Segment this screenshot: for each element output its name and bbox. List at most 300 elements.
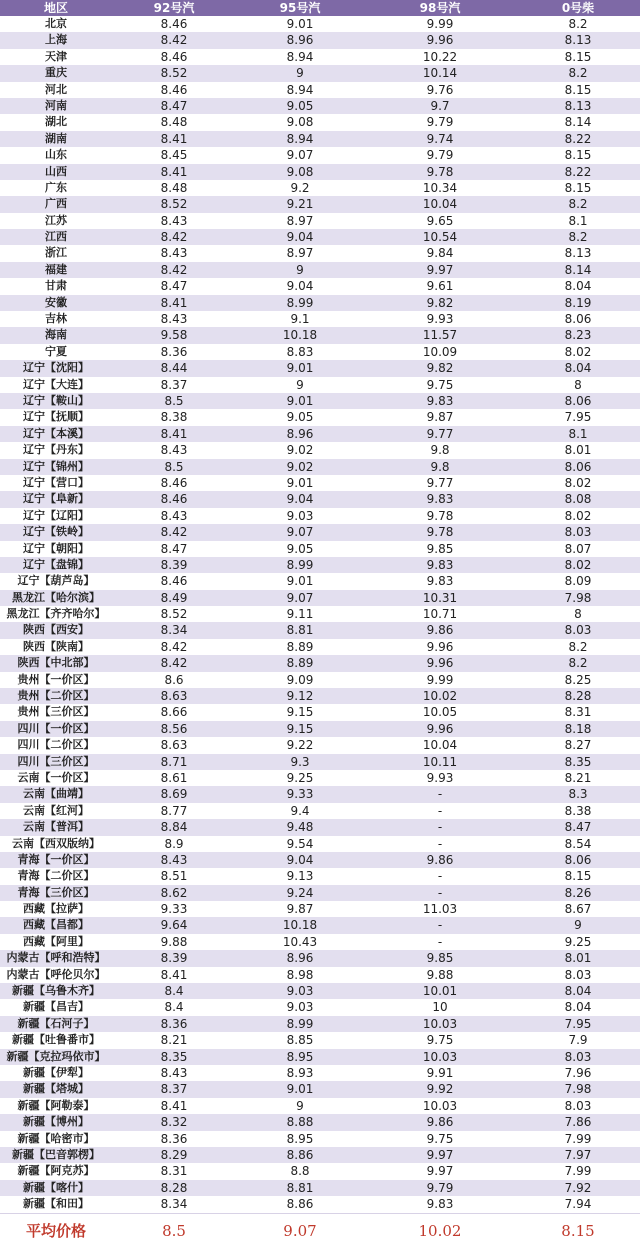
price-98-cell: 9.76 — [364, 82, 516, 98]
region-cell: 河南 — [0, 98, 112, 114]
price-92-cell: 8.48 — [112, 114, 236, 130]
price-0-diesel-cell: 8.06 — [516, 852, 640, 868]
price-95-cell: 8.93 — [236, 1065, 364, 1081]
table-row — [0, 49, 640, 65]
price-92-cell: 8.38 — [112, 409, 236, 425]
price-0-diesel-cell: 8.04 — [516, 999, 640, 1015]
price-95-cell: 9.03 — [236, 999, 364, 1015]
region-cell: 新疆【哈密市】 — [0, 1131, 112, 1147]
price-95-cell: 9.15 — [236, 704, 364, 720]
price-0-diesel-cell: 8.13 — [516, 32, 640, 48]
price-92-cell: 9.58 — [112, 327, 236, 343]
region-cell: 辽宁【铁岭】 — [0, 524, 112, 540]
table-row — [0, 344, 640, 360]
price-92-cell: 8.35 — [112, 1049, 236, 1065]
header-98-gasoline: 98号汽 — [364, 0, 516, 16]
price-98-cell: 9.85 — [364, 541, 516, 557]
region-cell: 重庆 — [0, 65, 112, 81]
price-0-diesel-cell: 8.31 — [516, 704, 640, 720]
price-95-cell: 9 — [236, 262, 364, 278]
price-98-cell: 9.86 — [364, 622, 516, 638]
table-row — [0, 999, 640, 1015]
price-92-cell: 8.4 — [112, 999, 236, 1015]
price-98-cell: 9.86 — [364, 1114, 516, 1130]
region-cell: 四川【三价区】 — [0, 754, 112, 770]
price-0-diesel-cell: 8.14 — [516, 114, 640, 130]
price-92-cell: 8.43 — [112, 245, 236, 261]
table-row — [0, 180, 640, 196]
average-0-diesel: 8.15 — [516, 1213, 640, 1248]
price-0-diesel-cell: 8.25 — [516, 672, 640, 688]
price-92-cell: 8.42 — [112, 524, 236, 540]
price-95-cell: 9 — [236, 1098, 364, 1114]
table-row — [0, 917, 640, 933]
price-0-diesel-cell: 8.13 — [516, 245, 640, 261]
table-row — [0, 1098, 640, 1114]
price-92-cell: 8.52 — [112, 606, 236, 622]
price-98-cell: 9.79 — [364, 1180, 516, 1196]
price-0-diesel-cell: 8.23 — [516, 327, 640, 343]
price-95-cell: 9.3 — [236, 754, 364, 770]
price-98-cell: 10.22 — [364, 49, 516, 65]
price-95-cell: 8.86 — [236, 1147, 364, 1163]
price-98-cell: 9.83 — [364, 557, 516, 573]
price-0-diesel-cell: 7.99 — [516, 1131, 640, 1147]
table-row — [0, 541, 640, 557]
price-95-cell: 9.07 — [236, 524, 364, 540]
price-0-diesel-cell: 8.14 — [516, 262, 640, 278]
region-cell: 辽宁【本溪】 — [0, 426, 112, 442]
price-0-diesel-cell: 7.97 — [516, 1147, 640, 1163]
region-cell: 新疆【伊犁】 — [0, 1065, 112, 1081]
header-row — [0, 0, 640, 16]
table-row — [0, 491, 640, 507]
price-0-diesel-cell: 7.86 — [516, 1114, 640, 1130]
table-row — [0, 278, 640, 294]
price-95-cell: 9.01 — [236, 16, 364, 32]
price-95-cell: 8.96 — [236, 426, 364, 442]
price-98-cell: - — [364, 885, 516, 901]
table-row — [0, 1180, 640, 1196]
price-95-cell: 9 — [236, 377, 364, 393]
table-row — [0, 426, 640, 442]
table-row — [0, 704, 640, 720]
price-95-cell: 8.96 — [236, 950, 364, 966]
region-cell: 广东 — [0, 180, 112, 196]
region-cell: 甘肃 — [0, 278, 112, 294]
price-0-diesel-cell: 8.06 — [516, 311, 640, 327]
price-95-cell: 9.03 — [236, 508, 364, 524]
price-0-diesel-cell: 7.98 — [516, 590, 640, 606]
price-95-cell: 9.4 — [236, 803, 364, 819]
table-row — [0, 786, 640, 802]
region-cell: 江西 — [0, 229, 112, 245]
price-98-cell: 9.78 — [364, 508, 516, 524]
price-0-diesel-cell: 8.22 — [516, 131, 640, 147]
region-cell: 山西 — [0, 164, 112, 180]
price-95-cell: 9.04 — [236, 852, 364, 868]
price-95-cell: 9.01 — [236, 393, 364, 409]
region-cell: 江苏 — [0, 213, 112, 229]
price-95-cell: 8.85 — [236, 1032, 364, 1048]
region-cell: 辽宁【抚顺】 — [0, 409, 112, 425]
price-95-cell: 8.89 — [236, 639, 364, 655]
price-92-cell: 8.39 — [112, 557, 236, 573]
price-92-cell: 8.42 — [112, 32, 236, 48]
price-95-cell: 8.97 — [236, 245, 364, 261]
price-98-cell: - — [364, 786, 516, 802]
price-0-diesel-cell: 8.1 — [516, 426, 640, 442]
price-0-diesel-cell: 8.04 — [516, 983, 640, 999]
price-0-diesel-cell: 8.2 — [516, 229, 640, 245]
average-label: 平均价格 — [0, 1213, 112, 1248]
price-92-cell: 8.52 — [112, 196, 236, 212]
region-cell: 辽宁【朝阳】 — [0, 541, 112, 557]
price-0-diesel-cell: 8.07 — [516, 541, 640, 557]
price-0-diesel-cell: 8.15 — [516, 49, 640, 65]
price-95-cell: 9.25 — [236, 770, 364, 786]
price-95-cell: 9.01 — [236, 1081, 364, 1097]
price-92-cell: 8.42 — [112, 229, 236, 245]
price-98-cell: 9.82 — [364, 360, 516, 376]
price-0-diesel-cell: 8.06 — [516, 459, 640, 475]
price-98-cell: 10.03 — [364, 1098, 516, 1114]
region-cell: 新疆【博州】 — [0, 1114, 112, 1130]
table-row — [0, 524, 640, 540]
average-row — [0, 1213, 640, 1248]
price-95-cell: 9.1 — [236, 311, 364, 327]
price-92-cell: 8.41 — [112, 295, 236, 311]
table-row — [0, 590, 640, 606]
price-92-cell: 8.4 — [112, 983, 236, 999]
price-0-diesel-cell: 7.94 — [516, 1196, 640, 1213]
region-cell: 陕西【西安】 — [0, 622, 112, 638]
region-cell: 黑龙江【齐齐哈尔】 — [0, 606, 112, 622]
price-98-cell: 10.04 — [364, 196, 516, 212]
region-cell: 辽宁【盘锦】 — [0, 557, 112, 573]
price-98-cell: - — [364, 917, 516, 933]
price-92-cell: 8.51 — [112, 868, 236, 884]
price-92-cell: 8.21 — [112, 1032, 236, 1048]
table-row — [0, 196, 640, 212]
region-cell: 新疆【乌鲁木齐】 — [0, 983, 112, 999]
region-cell: 陕西【陕南】 — [0, 639, 112, 655]
region-cell: 浙江 — [0, 245, 112, 261]
price-95-cell: 9.13 — [236, 868, 364, 884]
price-98-cell: 10.14 — [364, 65, 516, 81]
table-row — [0, 721, 640, 737]
region-cell: 上海 — [0, 32, 112, 48]
price-92-cell: 9.33 — [112, 901, 236, 917]
price-95-cell: 10.18 — [236, 327, 364, 343]
table-row — [0, 82, 640, 98]
table-row — [0, 147, 640, 163]
price-0-diesel-cell: 8.15 — [516, 868, 640, 884]
price-98-cell: 9.86 — [364, 852, 516, 868]
price-98-cell: 9.75 — [364, 1032, 516, 1048]
price-98-cell: 10.71 — [364, 606, 516, 622]
price-0-diesel-cell: 8.01 — [516, 442, 640, 458]
price-0-diesel-cell: 8.38 — [516, 803, 640, 819]
region-cell: 青海【一价区】 — [0, 852, 112, 868]
price-0-diesel-cell: 8.28 — [516, 688, 640, 704]
price-98-cell: - — [364, 868, 516, 884]
price-0-diesel-cell: 8.1 — [516, 213, 640, 229]
price-0-diesel-cell: 7.95 — [516, 1016, 640, 1032]
price-0-diesel-cell: 9 — [516, 917, 640, 933]
price-98-cell: 9.75 — [364, 377, 516, 393]
price-92-cell: 8.46 — [112, 491, 236, 507]
table-row — [0, 65, 640, 81]
price-95-cell: 9.24 — [236, 885, 364, 901]
region-cell: 吉林 — [0, 311, 112, 327]
price-98-cell: 9.96 — [364, 32, 516, 48]
price-0-diesel-cell: 7.96 — [516, 1065, 640, 1081]
price-98-cell: 10 — [364, 999, 516, 1015]
price-95-cell: 9.05 — [236, 409, 364, 425]
header-95-gasoline: 95号汽 — [236, 0, 364, 16]
region-cell: 贵州【一价区】 — [0, 672, 112, 688]
table-row — [0, 164, 640, 180]
price-98-cell: 9.65 — [364, 213, 516, 229]
price-92-cell: 8.43 — [112, 311, 236, 327]
region-cell: 天津 — [0, 49, 112, 65]
price-98-cell: - — [364, 934, 516, 950]
region-cell: 宁夏 — [0, 344, 112, 360]
table-row — [0, 262, 640, 278]
region-cell: 新疆【阿克苏】 — [0, 1163, 112, 1179]
price-95-cell: 8.99 — [236, 295, 364, 311]
table-row — [0, 16, 640, 32]
region-cell: 内蒙古【呼伦贝尔】 — [0, 967, 112, 983]
average-98: 10.02 — [364, 1213, 516, 1248]
price-98-cell: 9.96 — [364, 639, 516, 655]
price-98-cell: 9.99 — [364, 16, 516, 32]
table-row — [0, 573, 640, 589]
table-row — [0, 327, 640, 343]
price-95-cell: 9.21 — [236, 196, 364, 212]
price-92-cell: 8.56 — [112, 721, 236, 737]
region-cell: 新疆【喀什】 — [0, 1180, 112, 1196]
table-row — [0, 1114, 640, 1130]
price-98-cell: 9.74 — [364, 131, 516, 147]
price-98-cell: 9.84 — [364, 245, 516, 261]
price-92-cell: 8.62 — [112, 885, 236, 901]
region-cell: 青海【二价区】 — [0, 868, 112, 884]
price-95-cell: 8.97 — [236, 213, 364, 229]
region-cell: 新疆【巴音郭楞】 — [0, 1147, 112, 1163]
price-95-cell: 8.95 — [236, 1049, 364, 1065]
table-row — [0, 1032, 640, 1048]
price-0-diesel-cell: 8.27 — [516, 737, 640, 753]
table-row — [0, 114, 640, 130]
price-98-cell: - — [364, 819, 516, 835]
price-95-cell: 8.94 — [236, 82, 364, 98]
price-95-cell: 8.94 — [236, 131, 364, 147]
header-92-gasoline: 92号汽 — [112, 0, 236, 16]
table-row — [0, 557, 640, 573]
price-95-cell: 9.03 — [236, 983, 364, 999]
price-92-cell: 8.46 — [112, 49, 236, 65]
price-92-cell: 8.28 — [112, 1180, 236, 1196]
price-95-cell: 8.89 — [236, 655, 364, 671]
price-0-diesel-cell: 8.04 — [516, 360, 640, 376]
price-0-diesel-cell: 8.02 — [516, 475, 640, 491]
region-cell: 辽宁【沈阳】 — [0, 360, 112, 376]
price-0-diesel-cell: 8.47 — [516, 819, 640, 835]
price-92-cell: 8.43 — [112, 213, 236, 229]
price-92-cell: 8.52 — [112, 65, 236, 81]
region-cell: 广西 — [0, 196, 112, 212]
region-cell: 山东 — [0, 147, 112, 163]
region-cell: 辽宁【营口】 — [0, 475, 112, 491]
price-98-cell: 9.77 — [364, 426, 516, 442]
price-0-diesel-cell: 8.03 — [516, 967, 640, 983]
price-95-cell: 8.98 — [236, 967, 364, 983]
price-95-cell: 10.18 — [236, 917, 364, 933]
price-98-cell: 9.8 — [364, 442, 516, 458]
price-98-cell: 9.78 — [364, 164, 516, 180]
region-cell: 青海【三价区】 — [0, 885, 112, 901]
price-95-cell: 9.11 — [236, 606, 364, 622]
price-92-cell: 9.64 — [112, 917, 236, 933]
table-row — [0, 967, 640, 983]
price-98-cell: 10.09 — [364, 344, 516, 360]
table-row — [0, 770, 640, 786]
price-0-diesel-cell: 8.03 — [516, 524, 640, 540]
price-0-diesel-cell: 8.67 — [516, 901, 640, 917]
price-92-cell: 8.47 — [112, 278, 236, 294]
table-row — [0, 803, 640, 819]
price-95-cell: 9.12 — [236, 688, 364, 704]
price-0-diesel-cell: 7.98 — [516, 1081, 640, 1097]
price-92-cell: 8.42 — [112, 655, 236, 671]
table-row — [0, 409, 640, 425]
price-98-cell: 11.57 — [364, 327, 516, 343]
region-cell: 新疆【昌吉】 — [0, 999, 112, 1015]
table-row — [0, 901, 640, 917]
table-row — [0, 311, 640, 327]
price-0-diesel-cell: 8.01 — [516, 950, 640, 966]
table-row — [0, 672, 640, 688]
price-92-cell: 8.5 — [112, 459, 236, 475]
price-95-cell: 8.81 — [236, 1180, 364, 1196]
price-95-cell: 8.81 — [236, 622, 364, 638]
price-0-diesel-cell: 9.25 — [516, 934, 640, 950]
price-98-cell: 9.83 — [364, 393, 516, 409]
region-cell: 云南【西双版纳】 — [0, 836, 112, 852]
region-cell: 湖南 — [0, 131, 112, 147]
table-row — [0, 754, 640, 770]
price-92-cell: 8.43 — [112, 852, 236, 868]
table-row — [0, 1131, 640, 1147]
price-92-cell: 8.41 — [112, 131, 236, 147]
price-92-cell: 8.44 — [112, 360, 236, 376]
table-row — [0, 213, 640, 229]
price-0-diesel-cell: 8.21 — [516, 770, 640, 786]
price-98-cell: 9.92 — [364, 1081, 516, 1097]
price-92-cell: 8.49 — [112, 590, 236, 606]
price-98-cell: 10.54 — [364, 229, 516, 245]
price-98-cell: 9.78 — [364, 524, 516, 540]
region-cell: 新疆【吐鲁番市】 — [0, 1032, 112, 1048]
table-row — [0, 1049, 640, 1065]
price-95-cell: 8.95 — [236, 1131, 364, 1147]
price-95-cell: 9 — [236, 65, 364, 81]
price-0-diesel-cell: 8.2 — [516, 639, 640, 655]
price-98-cell: 9.83 — [364, 491, 516, 507]
price-92-cell: 8.71 — [112, 754, 236, 770]
table-row — [0, 868, 640, 884]
table-row — [0, 295, 640, 311]
price-95-cell: 9.02 — [236, 459, 364, 475]
price-95-cell: 9.87 — [236, 901, 364, 917]
region-cell: 贵州【三价区】 — [0, 704, 112, 720]
table-row — [0, 475, 640, 491]
price-92-cell: 8.37 — [112, 1081, 236, 1097]
price-95-cell: 9.15 — [236, 721, 364, 737]
price-0-diesel-cell: 8.04 — [516, 278, 640, 294]
price-95-cell: 9.07 — [236, 147, 364, 163]
table-row — [0, 622, 640, 638]
price-95-cell: 9.07 — [236, 590, 364, 606]
price-92-cell: 8.34 — [112, 1196, 236, 1213]
table-row — [0, 459, 640, 475]
price-92-cell: 8.46 — [112, 573, 236, 589]
region-cell: 西藏【拉萨】 — [0, 901, 112, 917]
price-92-cell: 8.42 — [112, 639, 236, 655]
price-92-cell: 8.29 — [112, 1147, 236, 1163]
price-98-cell: 9.93 — [364, 770, 516, 786]
table-row — [0, 688, 640, 704]
region-cell: 河北 — [0, 82, 112, 98]
price-92-cell: 8.84 — [112, 819, 236, 835]
price-92-cell: 8.47 — [112, 541, 236, 557]
price-92-cell: 8.41 — [112, 426, 236, 442]
price-95-cell: 10.43 — [236, 934, 364, 950]
table-row — [0, 245, 640, 261]
price-98-cell: 9.75 — [364, 1131, 516, 1147]
price-95-cell: 8.86 — [236, 1196, 364, 1213]
price-0-diesel-cell: 7.92 — [516, 1180, 640, 1196]
price-0-diesel-cell: 8.15 — [516, 180, 640, 196]
table-row — [0, 98, 640, 114]
region-cell: 辽宁【阜新】 — [0, 491, 112, 507]
price-95-cell: 9.22 — [236, 737, 364, 753]
price-92-cell: 8.43 — [112, 1065, 236, 1081]
average-92: 8.5 — [112, 1213, 236, 1248]
price-98-cell: 10.11 — [364, 754, 516, 770]
price-92-cell: 8.6 — [112, 672, 236, 688]
table-row — [0, 442, 640, 458]
region-cell: 新疆【塔城】 — [0, 1081, 112, 1097]
price-0-diesel-cell: 8.02 — [516, 344, 640, 360]
price-0-diesel-cell: 8.2 — [516, 65, 640, 81]
price-95-cell: 9.04 — [236, 278, 364, 294]
price-92-cell: 8.46 — [112, 82, 236, 98]
price-92-cell: 8.48 — [112, 180, 236, 196]
price-0-diesel-cell: 8.3 — [516, 786, 640, 802]
price-92-cell: 8.39 — [112, 950, 236, 966]
table-row — [0, 885, 640, 901]
price-95-cell: 9.08 — [236, 164, 364, 180]
price-98-cell: 9.99 — [364, 672, 516, 688]
price-95-cell: 9.08 — [236, 114, 364, 130]
price-98-cell: 9.93 — [364, 311, 516, 327]
header-region: 地区 — [0, 0, 112, 16]
price-0-diesel-cell: 8.2 — [516, 16, 640, 32]
region-cell: 云南【普洱】 — [0, 819, 112, 835]
